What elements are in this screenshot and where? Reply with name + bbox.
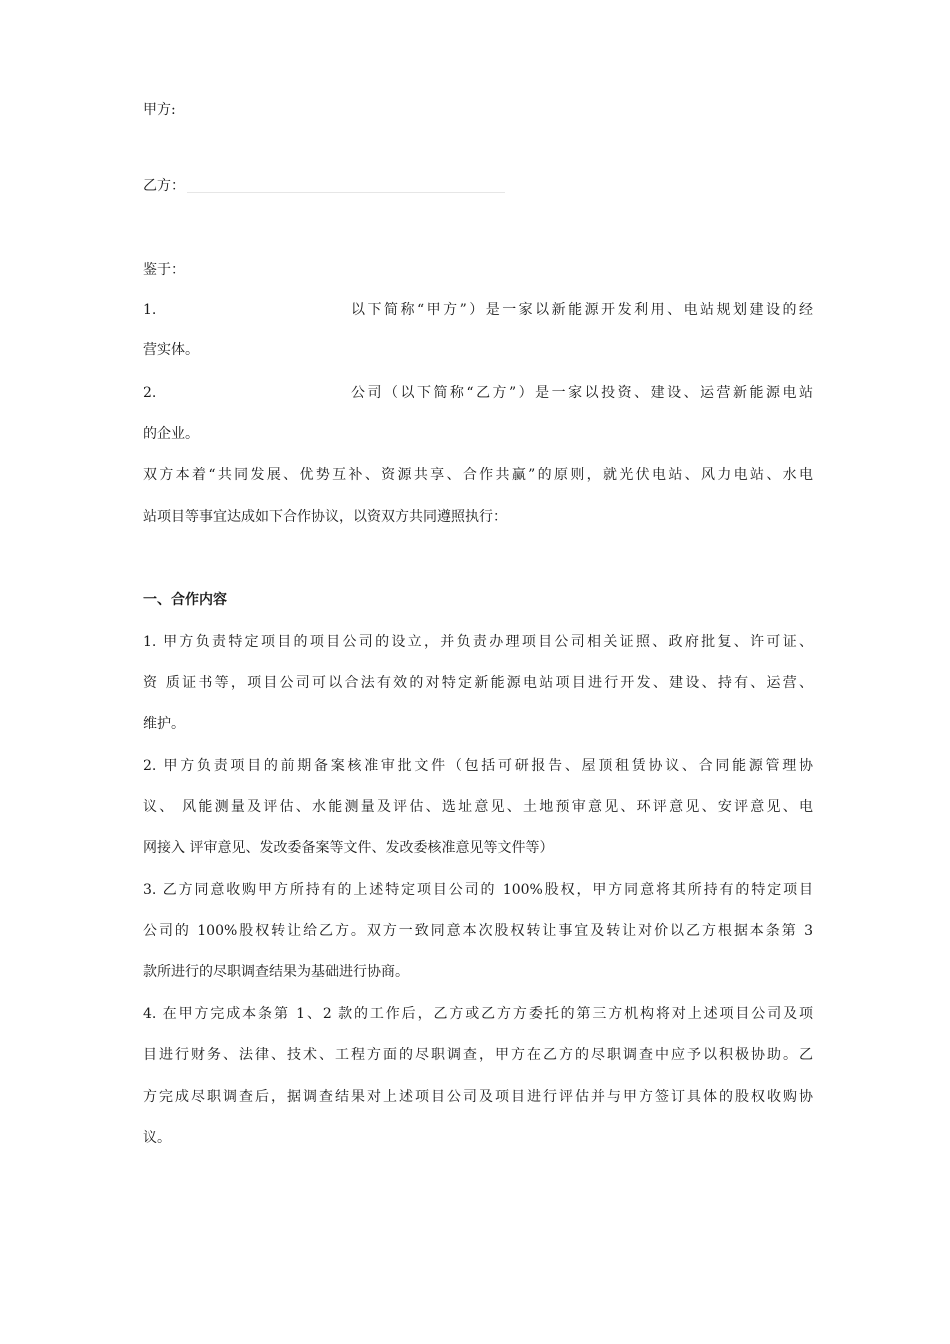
s1-p4-line3: 方完成尽职调查后，据调查结果对上述项目公司及项目进行评估并与甲方签订具体的股权收购协	[143, 1089, 813, 1105]
principle-line1: 双方本着“共同发展、优势互补、资源共享、合作共赢”的原则，就光伏电站、风力电站、水电	[143, 467, 813, 483]
s1-p4-line4: 议。	[143, 1130, 171, 1146]
party-a-label: 甲方:	[143, 102, 176, 118]
item1-number: 1.	[143, 302, 157, 318]
s1-p1-line1: 1. 甲方负责特定项目的项目公司的设立，并负责办理项目公司相关证照、政府批复、许可证、	[143, 634, 813, 650]
s1-p2-line3: 网接入 评审意见、发改委备案等文件、发改委核准意见等文件等）	[143, 840, 554, 856]
whereas-label: 鉴于：	[143, 262, 185, 278]
item2-line1: 公司（以下简称“乙方”）是一家以投资、建设、运营新能源电站	[351, 385, 813, 401]
principle-line2: 站项目等事宜达成如下合作协议，以资双方共同遵照执行：	[143, 509, 507, 525]
item2-number: 2.	[143, 385, 157, 401]
party-b-label: 乙方：	[143, 178, 185, 194]
item1-line1: 以下简称“甲方”）是一家以新能源开发利用、电站规划建设的经	[351, 302, 813, 318]
s1-p2-line1: 2. 甲方负责项目的前期备案核准审批文件（包括可研报告、屋顶租赁协议、合同能源管理协	[143, 758, 813, 774]
s1-p3-line1: 3. 乙方同意收购甲方所持有的上述特定项目公司的 100%股权，甲方同意将其所持有的特定项目	[143, 882, 813, 898]
s1-p4-line1: 4. 在甲方完成本条第 1、2 款的工作后，乙方或乙方方委托的第三方机构将对上述项目公司及项	[143, 1006, 813, 1022]
s1-p2-line2: 议、 风能测量及评估、水能测量及评估、选址意见、土地预审意见、环评意见、安评意见、电	[143, 799, 813, 815]
section1-title: 一、合作内容	[143, 592, 227, 608]
s1-p1-line3: 维护。	[143, 716, 185, 732]
s1-p3-line3: 款所进行的尽职调查结果为基础进行协商。	[143, 964, 409, 980]
item2-line2: 的企业。	[143, 426, 199, 442]
party-b-blank-line	[187, 192, 505, 193]
item1-line2: 营实体。	[143, 342, 199, 358]
s1-p1-line2: 资 质证书等，项目公司可以合法有效的对特定新能源电站项目进行开发、建设、持有、运营、	[143, 675, 813, 691]
s1-p4-line2: 目进行财务、法律、技术、工程方面的尽职调查，甲方在乙方的尽职调查中应予以积极协助。乙	[143, 1047, 813, 1063]
s1-p3-line2: 公司的 100%股权转让给乙方。双方一致同意本次股权转让事宜及转让对价以乙方根据本条第 3	[143, 923, 813, 939]
